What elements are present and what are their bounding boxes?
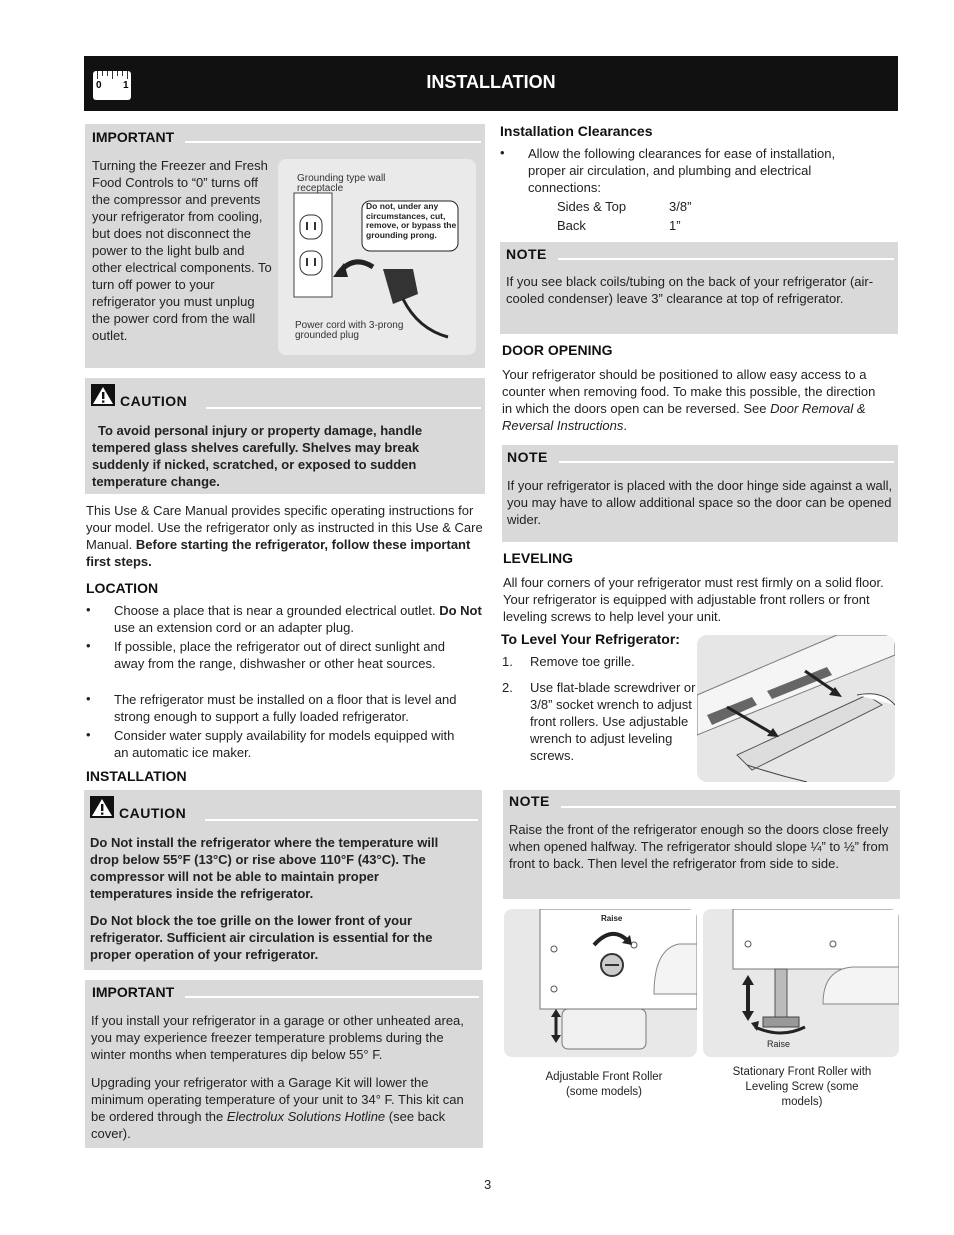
raise-label: Raise: [767, 1039, 791, 1049]
important-box: [85, 124, 485, 368]
clearance-row-label: Back: [557, 218, 586, 233]
receptacle-label: Grounding type wall receptacle: [297, 173, 386, 194]
stationary-roller-caption: Stationary Front Roller with Leveling Screw (some models): [732, 1066, 872, 1108]
stationary-roller-figure: [703, 909, 899, 1057]
location-item-1-text: Choose a place that is near a grounded electrical outlet.: [114, 603, 436, 618]
caution-title: CAUTION: [119, 805, 187, 821]
leveling-text: All four corners of your refrigerator must rest firmly on a solid floor. Your refrigerator is equipped with adjustable front rollers or front leveling screws to help level your unit.: [503, 575, 884, 624]
important-title: IMPORTANT: [92, 984, 175, 1000]
step-text: Use flat-blade screwdriver or 3/8” socket wrench to adjust front rollers. Use adjustable wrench to adjust leveling screws.: [530, 680, 696, 763]
level-steps-heading: To Level Your Refrigerator:: [501, 631, 680, 647]
warning-icon: [90, 796, 114, 818]
section-header: [84, 56, 898, 111]
note-text: Raise the front of the refrigerator enough so the doors close freely when opened halfway. The refrigerator should slope ¼” to ½” from front to back. Then level the refrigerator from side to side.: [509, 822, 889, 871]
caution-box: [85, 378, 485, 494]
intro-text: This Use & Care Manual provides specific operating instructions for your model. Use the refrigerator only as instructed in this Use & Care Manual.: [86, 503, 483, 552]
adjustable-roller-figure: [504, 909, 697, 1057]
garage-hotline-name: Electrolux Solutions Hotline: [226, 1109, 386, 1124]
ruler-label-right: 1: [123, 80, 129, 91]
step-number: 2.: [502, 680, 513, 695]
important-garage-p2: [91, 1074, 475, 1142]
installation-heading: INSTALLATION: [86, 768, 187, 784]
clearances-heading: Installation Clearances: [500, 123, 653, 139]
ruler-label-left: 0: [96, 80, 102, 91]
installation-caution-box: [84, 790, 482, 970]
clearances-text: Allow the following clearances for ease of installation, proper air circulation, and plumbing and electrical connections:: [528, 146, 836, 195]
grounding-warning: Do not, under any circumstances, cut, remove, or bypass the grounding prong.: [366, 201, 457, 240]
clearance-row-label: Sides & Top: [557, 199, 627, 214]
door-opening-text: [502, 366, 886, 434]
garage-p2-end: (see back cover).: [91, 1109, 446, 1141]
caution-text: To avoid personal injury or property damage, handle tempered glass shelves carefully. Shelves may break suddenly if nicked, scratched, or exposed to sudden temperature change.: [92, 423, 423, 489]
location-heading: LOCATION: [86, 580, 159, 596]
toe-grille-illustration: [697, 635, 895, 782]
note-title: NOTE: [509, 793, 550, 809]
installation-caution-p1: Do Not install the refrigerator where the temperature will drop below 55°F (13°C) or rise above 110°F (43°C). The compressor will not be able to maintain proper temperatures inside the refrigerator.: [90, 835, 439, 901]
location-item-4: Consider water supply availability for models equipped with an automatic ice maker.: [114, 728, 455, 760]
step-number: 1.: [502, 654, 513, 669]
important-title: IMPORTANT: [92, 129, 175, 145]
location-item-1: [114, 602, 488, 636]
clearance-row-value: 1”: [669, 218, 681, 233]
page-number: 3: [484, 1177, 492, 1192]
adjustable-roller-caption: Adjustable Front Roller (some models): [545, 1071, 663, 1098]
location-item-2: If possible, place the refrigerator out of direct sunlight and away from the range, dishwasher or other heat sources.: [114, 639, 445, 671]
page-title: INSTALLATION: [426, 72, 556, 92]
intro-paragraph: [86, 502, 488, 570]
garage-p2-text: Upgrading your refrigerator with a Garage Kit will lower the minimum operating temperature of your unit to 34° F. This kit can be ordered through the: [91, 1075, 464, 1124]
note-text: If you see black coils/tubing on the back of your refrigerator (air-cooled condenser) leave 3” clearance at top of refrigerator.: [506, 274, 874, 306]
door-opening-body: Your refrigerator should be positioned to allow easy access to a counter when removing food. To make this possible, the direction in which the doors open can be reversed. See: [502, 367, 876, 416]
note-title: NOTE: [507, 449, 548, 465]
important-garage-p1: If you install your refrigerator in a garage or other unheated area, you may experience freezer temperature problems during the winter months when temperatures dip below 55° F.: [91, 1013, 464, 1062]
leveling-heading: LEVELING: [503, 550, 574, 566]
location-item-1-bold: Do Not: [439, 603, 482, 618]
door-opening-end: .: [623, 418, 628, 433]
caution-title: CAUTION: [120, 393, 188, 409]
note-text: If your refrigerator is placed with the door hinge side against a wall, you may have to allow additional space so the door can be opened wider.: [507, 478, 893, 527]
leveling-screw-illustration: [703, 909, 899, 1057]
warning-icon: [91, 384, 115, 406]
important-text: Turning the Freezer and Fresh Food Controls to “0” turns off the compressor and prevents your refrigerator from cooling, but does not disconnect the power to the light bulb and other electrical components. To turn off power to your refrigerator you must unplug the power cord from the wall outlet.: [92, 158, 272, 343]
plug-figure: [278, 159, 476, 355]
note-box: [503, 790, 900, 899]
door-opening-heading: DOOR OPENING: [502, 342, 613, 358]
raise-label: Raise: [601, 914, 623, 923]
intro-bold-text: Before starting the refrigerator, follow these important first steps.: [86, 537, 471, 569]
door-reversal-reference: Door Removal & Reversal Instructions: [502, 401, 866, 433]
location-item-1-text-end: use an extension cord or an adapter plug.: [114, 620, 354, 635]
installation-caution-p2: Do Not block the toe grille on the lower front of your refrigerator. Sufficient air circulation is essential for the proper operation of your refrigerator.: [90, 913, 433, 962]
clearance-row-value: 3/8”: [669, 199, 692, 214]
note-title: NOTE: [506, 246, 547, 262]
adjustable-roller-illustration: [504, 909, 697, 1057]
location-item-3: The refrigerator must be installed on a floor that is level and strong enough to support a fully loaded refrigerator.: [114, 692, 457, 724]
toe-grille-figure: [697, 635, 895, 782]
note-box: [500, 242, 898, 334]
cord-label: Power cord with 3-prong grounded plug: [295, 320, 404, 341]
note-box: [502, 445, 898, 542]
step-text: Remove toe grille.: [530, 654, 635, 669]
important-garage-box: [85, 980, 483, 1148]
